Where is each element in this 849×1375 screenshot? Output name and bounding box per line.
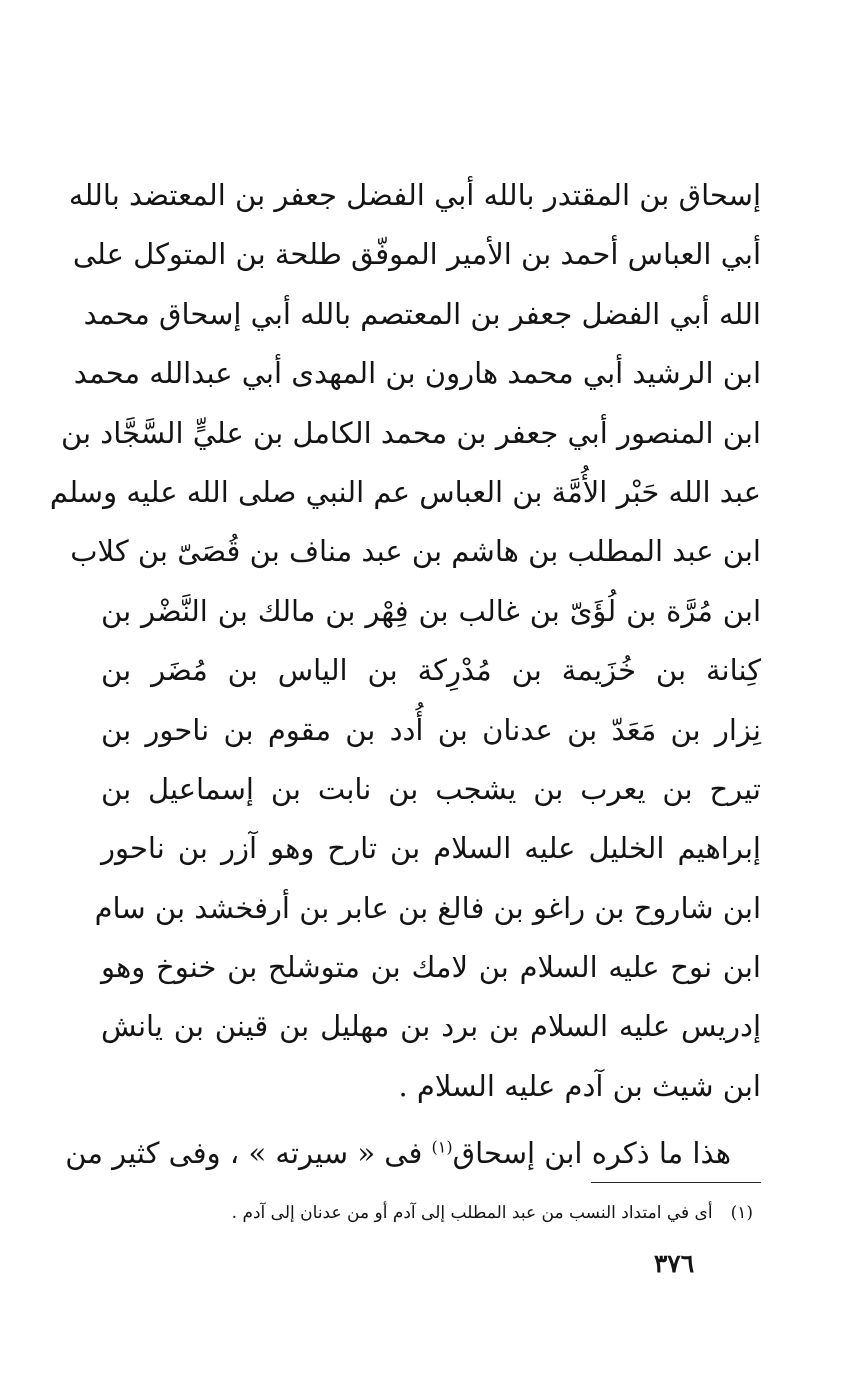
- text-line: كِنانة بن خُزَيمة بن مُدْرِكة بن الياس بن مُضَر بن: [101, 653, 761, 688]
- text-line: إدريس عليه السلام بن برد بن مهليل بن قينن بن يانش: [101, 1009, 761, 1044]
- footnote: [133, 1198, 753, 1228]
- text-line: إسحاق بن المقتدر بالله أبي الفضل جعفر بن المعتضد بالله: [68, 178, 761, 212]
- text-line: أبي العباس أحمد بن الأمير الموفّق طلحة بن المتوكل على: [72, 237, 761, 272]
- text-line-last: ابن شيث بن آدم عليه السلام .: [398, 1068, 761, 1103]
- page-number: ٣٧٦: [653, 1249, 695, 1278]
- text-line: ابن مُرَّة بن لُؤَىّ بن غالب بن فِهْر بن مالك بن النَّضْر بن: [101, 593, 761, 628]
- text-line: ابن الرشيد أبي محمد هارون بن المهدى أبي عبدالله محمد: [73, 356, 761, 391]
- text-line: تيرح بن يعرب بن يشجب بن نابت بن إسماعيل بن: [101, 771, 761, 806]
- footnote-text: أى في امتداد النسب من عبد المطلب إلى آدم أو من عدنان إلى آدم .: [231, 1203, 713, 1223]
- text-line: ابن المنصور أبي جعفر بن محمد الكامل بن عليٍّ السَّجَّاد بن: [60, 415, 761, 450]
- footnote-reference[interactable]: (١): [431, 1137, 453, 1157]
- text-line: ابن عبد المطلب بن هاشم بن عبد مناف بن قُصَىّ بن كلاب: [70, 534, 761, 569]
- text-line: إبراهيم الخليل عليه السلام بن تارح وهو آزر بن ناحور: [101, 831, 761, 866]
- para2-text-start: هذا ما ذكره ابن إسحاق: [452, 1136, 731, 1170]
- text-line: عبد الله حَبْر الأُمَّة بن العباس عم النبي صلى الله عليه وسلم: [49, 474, 761, 509]
- footnote-divider: [591, 1182, 761, 1183]
- text-line: ابن نوح عليه السلام بن لامك بن متوشلح بن خنوخ وهو: [101, 950, 761, 985]
- text-line: الله أبي الفضل جعفر بن المعتصم بالله أبي إسحاق محمد: [83, 296, 761, 331]
- text-line: ابن شاروح بن راغو بن فالغ بن عابر بن أرفخشد بن سام: [94, 890, 761, 925]
- second-paragraph: [65, 1124, 761, 1183]
- text-line: [65, 1124, 761, 1183]
- para2-text-end: فى « سيرته » ، وفى كثير من: [65, 1136, 432, 1170]
- footnote-number: (١): [730, 1203, 753, 1223]
- text-line: نِزار بن مَعَدّ بن عدنان بن أُدد بن مقوم بن ناحور بن: [101, 712, 761, 747]
- main-paragraph: [49, 166, 761, 1116]
